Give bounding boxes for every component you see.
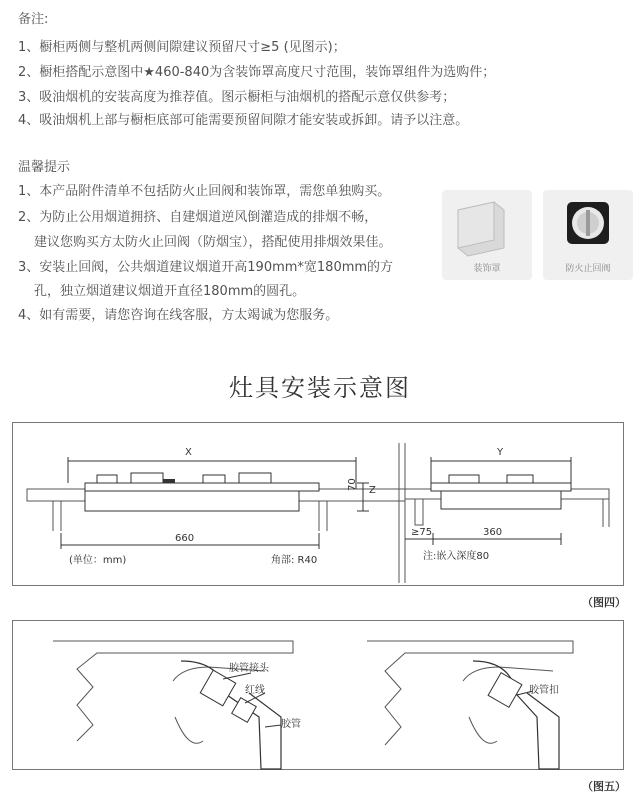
- tip-item-2-cont: 建议您购买方太防火止回阀（防烟宝），搭配使用排烟效果佳。: [34, 235, 392, 250]
- dim-360: 360: [483, 527, 503, 538]
- product-card-valve: [543, 190, 633, 280]
- note-item-4: 4、吸油烟机上部与橱柜底部可能需要预留间隙才能安装或拆卸。请予以注意。: [18, 113, 469, 128]
- depth-note: 注:嵌入深度80: [423, 551, 490, 562]
- product-caption-hood: 装饰罩: [473, 264, 501, 274]
- product-card-hood: [442, 190, 532, 280]
- dim-z: Z: [369, 485, 376, 496]
- figure-4-frame: [12, 422, 624, 586]
- notes-title: 备注:: [18, 12, 49, 27]
- label-hose: 胶管: [281, 719, 301, 730]
- note-item-1: 1、橱柜两侧与整机两侧间隙建议预留尺寸≥5 (见图示)；: [18, 40, 346, 55]
- note-item-3: 3、吸油烟机的安装高度为推荐值。图示橱柜与油烟机的搭配示意仅供参考；: [18, 90, 456, 105]
- tip-item-2: 2、为防止公用烟道拥挤、自建烟道逆风倒灌造成的排烟不畅，: [18, 210, 378, 225]
- tip-item-3-cont: 孔，独立烟道建议烟道开直径180mm的圆孔。: [34, 284, 306, 299]
- dim-70: 70: [347, 478, 358, 491]
- figure-5-label: （图五）: [582, 780, 626, 793]
- note-item-2: 2、橱柜搭配示意图中★460-840为含装饰罩高度尺寸范围，装饰罩组件为选购件；: [18, 65, 496, 80]
- label-hose-joint: 胶管接头: [229, 663, 269, 674]
- tip-item-1: 1、本产品附件清单不包括防火止回阀和装饰罩，需您单独购买。: [18, 184, 391, 199]
- tip-item-4: 4、如有需要，请您咨询在线客服，方太竭诚为您服务。: [18, 308, 339, 323]
- label-red-line: 红线: [245, 685, 265, 696]
- unit-label: (单位：mm): [69, 555, 127, 566]
- figure-4-drawing: [13, 423, 625, 587]
- figure-5-frame: [12, 620, 624, 770]
- corner-label: 角部: R40: [271, 555, 318, 566]
- dim-y: Y: [497, 447, 504, 458]
- dim-x: X: [185, 447, 192, 458]
- figure-4-label: （图四）: [582, 596, 626, 609]
- section-title: 灶具安装示意图: [229, 374, 411, 402]
- dim-75: ≥75: [411, 527, 433, 538]
- product-caption-valve: 防火止回阀: [565, 264, 611, 274]
- figure-5-drawing: [13, 621, 625, 771]
- tip-item-3: 3、安装止回阀，公共烟道建议烟道开高190mm*宽180mm的方: [18, 260, 394, 275]
- tips-title: 温馨提示: [18, 160, 71, 175]
- dim-660: 660: [175, 533, 195, 544]
- label-hose-clamp: 胶管扣: [529, 685, 559, 696]
